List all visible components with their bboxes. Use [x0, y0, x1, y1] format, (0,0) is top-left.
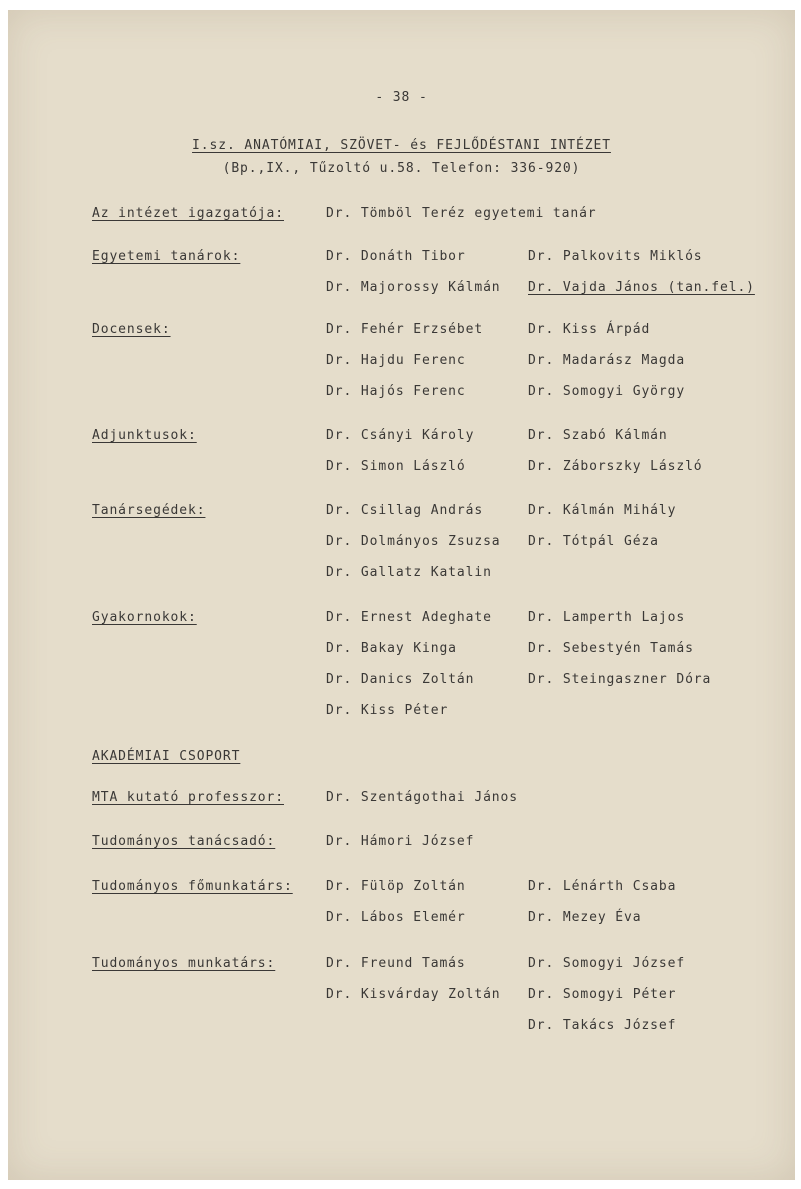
staff-name: Dr. Kisvárday Zoltán — [326, 987, 501, 1002]
document-page — [8, 10, 795, 1180]
staff-name: Dr. Somogyi József — [528, 956, 686, 971]
staff-name: Dr. Simon László — [326, 459, 466, 474]
staff-name: Dr. Ernest Adeghate — [326, 610, 492, 625]
section-heading-academic-group: AKADÉMIAI CSOPORT — [92, 749, 241, 764]
staff-name: Dr. Csányi Károly — [326, 428, 475, 443]
staff-name: Dr. Somogyi Péter — [528, 987, 677, 1002]
staff-name: Dr. Kiss Péter — [326, 703, 449, 718]
staff-name: Dr. Lénárth Csaba — [528, 879, 677, 894]
section-label-adjuncts: Adjunktusok: — [92, 428, 197, 443]
staff-name: Dr. Hámori József — [326, 834, 475, 849]
staff-name: Dr. Fülöp Zoltán — [326, 879, 466, 894]
section-label-trainees: Gyakornokok: — [92, 610, 197, 625]
staff-name: Dr. Steingaszner Dóra — [528, 672, 712, 687]
staff-name: Dr. Danics Zoltán — [326, 672, 475, 687]
staff-name: Dr. Csillag András — [326, 503, 484, 518]
staff-name: Dr. Hajdu Ferenc — [326, 353, 466, 368]
staff-name: Dr. Palkovits Miklós — [528, 249, 703, 264]
staff-name: Dr. Somogyi György — [528, 384, 686, 399]
section-label-senior-research-fellow: Tudományos főmunkatárs: — [92, 879, 293, 894]
staff-name: Dr. Vajda János (tan.fel.) — [528, 280, 755, 295]
section-label-professors: Egyetemi tanárok: — [92, 249, 241, 264]
staff-name: Dr. Sebestyén Tamás — [528, 641, 694, 656]
staff-name: Dr. Gallatz Katalin — [326, 565, 492, 580]
staff-name: Dr. Fehér Erzsébet — [326, 322, 484, 337]
section-label-research-professor: MTA kutató professzor: — [92, 790, 284, 805]
page-number: - 38 - — [375, 90, 428, 105]
staff-name: Dr. Tömböl Teréz egyetemi tanár — [326, 206, 597, 221]
staff-name: Dr. Takács József — [528, 1018, 677, 1033]
staff-name: Dr. Szentágothai János — [326, 790, 518, 805]
staff-name: Dr. Dolmányos Zsuzsa — [326, 534, 501, 549]
staff-name: Dr. Kiss Árpád — [528, 322, 651, 337]
staff-name: Dr. Freund Tamás — [326, 956, 466, 971]
staff-name: Dr. Tótpál Géza — [528, 534, 659, 549]
staff-name: Dr. Mezey Éva — [528, 910, 642, 925]
section-label-research-fellow: Tudományos munkatárs: — [92, 956, 276, 971]
section-label-director: Az intézet igazgatója: — [92, 206, 284, 221]
section-label-docents: Docensek: — [92, 322, 171, 337]
section-label-assistants: Tanársegédek: — [92, 503, 206, 518]
staff-name: Dr. Hajós Ferenc — [326, 384, 466, 399]
institute-address: (Bp.,IX., Tűzoltó u.58. Telefon: 336-920) — [222, 161, 581, 176]
institute-title: I.sz. ANATÓMIAI, SZÖVET- és FEJLŐDÉSTANI INTÉZET — [192, 138, 611, 153]
section-label-scientific-advisor: Tudományos tanácsadó: — [92, 834, 276, 849]
staff-name: Dr. Lábos Elemér — [326, 910, 466, 925]
staff-name: Dr. Majorossy Kálmán — [326, 280, 501, 295]
staff-name: Dr. Lamperth Lajos — [528, 610, 686, 625]
staff-name: Dr. Bakay Kinga — [326, 641, 457, 656]
staff-name: Dr. Kálmán Mihály — [528, 503, 677, 518]
staff-name: Dr. Madarász Magda — [528, 353, 686, 368]
staff-name: Dr. Donáth Tibor — [326, 249, 466, 264]
staff-name: Dr. Szabó Kálmán — [528, 428, 668, 443]
staff-name: Dr. Záborszky László — [528, 459, 703, 474]
